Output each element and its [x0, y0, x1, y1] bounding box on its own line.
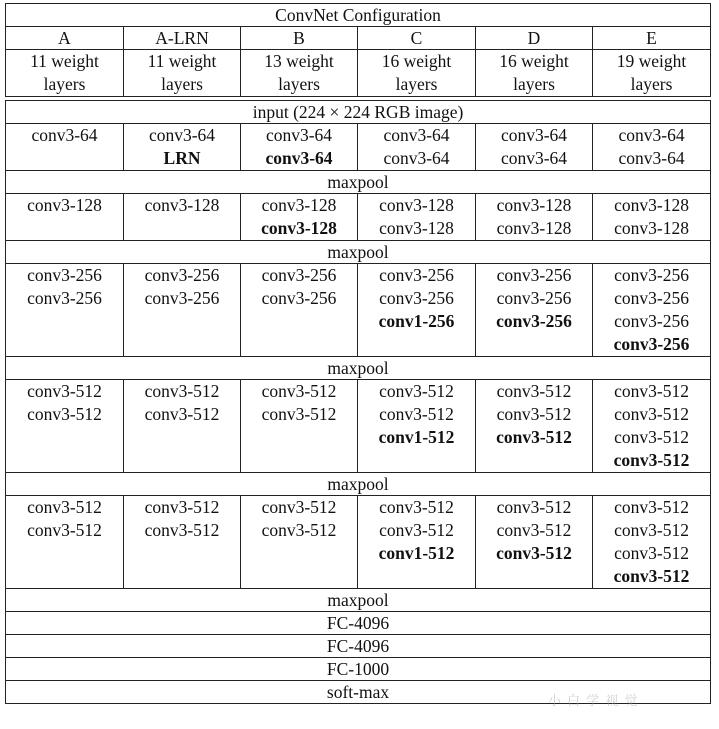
layer-cell	[124, 380, 241, 473]
layer-entry: conv3-512	[27, 497, 102, 517]
layer-entry: conv3-512	[27, 404, 102, 424]
maxpool-row	[6, 241, 711, 264]
layer-entry: conv3-128	[496, 195, 572, 215]
layer-cell	[124, 194, 241, 241]
layer-entry: conv3-512	[496, 404, 572, 424]
maxpool-label: maxpool	[6, 241, 711, 264]
layer-entry: conv3-256	[496, 288, 572, 308]
layer-entry: conv3-512	[496, 427, 572, 447]
layer-entry: conv3-512	[496, 520, 572, 540]
depth-line: 11 weight	[30, 51, 99, 71]
layer-entry: conv3-256	[613, 334, 690, 354]
layer-entry: conv1-512	[378, 427, 455, 447]
column-name-c: C	[358, 27, 476, 50]
layer-entry: conv3-512	[614, 427, 689, 447]
layer-entry: conv3-512	[379, 497, 454, 517]
layer-entry: conv3-512	[144, 497, 220, 517]
layer-cell	[241, 264, 358, 357]
layer-entry: conv3-512	[27, 381, 102, 401]
layer-entry: conv3-512	[144, 381, 220, 401]
layer-cell	[6, 194, 124, 241]
input-row	[6, 101, 711, 124]
layer-entry: conv3-128	[379, 218, 454, 238]
layer-entry: conv3-256	[496, 311, 572, 331]
layer-entry: conv3-512	[144, 404, 220, 424]
tail-layer-label: FC-4096	[6, 635, 711, 658]
layer-entry: conv3-128	[27, 195, 102, 215]
layer-cell	[476, 496, 593, 589]
layer-entry: conv3-128	[379, 195, 454, 215]
layer-entry: conv3-512	[27, 520, 102, 540]
depth-cell-d	[476, 50, 593, 97]
layer-entry: conv3-256	[614, 311, 689, 331]
layer-entry: conv3-512	[261, 520, 337, 540]
tail-layer-row	[6, 589, 711, 612]
layer-block-row	[6, 124, 711, 171]
column-name-d: D	[476, 27, 593, 50]
depth-cell-e	[593, 50, 711, 97]
layer-cell	[124, 496, 241, 589]
depth-row	[6, 50, 711, 97]
table-title: ConvNet Configuration	[6, 4, 711, 27]
layer-entry: conv3-128	[144, 195, 220, 215]
layer-block-row	[6, 496, 711, 589]
maxpool-label: maxpool	[6, 171, 711, 194]
layer-entry: conv3-64	[618, 148, 685, 168]
depth-line: 19 weight	[616, 51, 687, 71]
layer-cell	[358, 194, 476, 241]
convnet-configuration-table	[5, 3, 711, 704]
depth-line: layers	[395, 74, 438, 94]
layer-entry: conv3-512	[614, 404, 689, 424]
depth-cell-b	[241, 50, 358, 97]
depth-line: layers	[161, 74, 203, 94]
layer-entry: conv3-64	[265, 125, 333, 145]
layer-entry: conv1-512	[378, 543, 455, 563]
table-body	[6, 4, 711, 704]
layer-block-row	[6, 264, 711, 357]
maxpool-label: maxpool	[6, 473, 711, 496]
convnet-configuration-table-wrap	[5, 3, 710, 704]
layer-cell	[358, 264, 476, 357]
maxpool-row	[6, 171, 711, 194]
layer-entry: conv3-64	[148, 125, 216, 145]
layer-entry: conv3-256	[261, 288, 337, 308]
layer-cell	[241, 380, 358, 473]
layer-entry: conv3-64	[500, 125, 568, 145]
layer-entry: conv3-256	[27, 265, 102, 285]
layer-entry: conv3-64	[383, 148, 450, 168]
layer-entry: conv3-512	[496, 497, 572, 517]
layer-cell	[476, 124, 593, 171]
layer-entry: conv3-512	[496, 381, 572, 401]
tail-layer-row	[6, 635, 711, 658]
column-name-a: A	[6, 27, 124, 50]
layer-entry: LRN	[163, 148, 201, 168]
layer-entry: conv3-512	[144, 520, 220, 540]
layer-entry: conv3-256	[614, 288, 689, 308]
maxpool-row	[6, 473, 711, 496]
layer-entry: conv3-128	[261, 195, 337, 215]
column-name-b: B	[241, 27, 358, 50]
layer-cell	[6, 264, 124, 357]
tail-layer-row	[6, 658, 711, 681]
layer-entry: conv3-512	[496, 543, 572, 563]
layer-entry: conv3-128	[614, 218, 689, 238]
layer-cell	[593, 380, 711, 473]
layer-entry: conv3-512	[614, 497, 689, 517]
layer-entry: conv3-512	[379, 520, 454, 540]
layer-entry: conv3-64	[265, 148, 333, 168]
layer-entry: conv3-512	[614, 520, 689, 540]
layer-cell	[124, 264, 241, 357]
column-name-e: E	[593, 27, 711, 50]
layer-entry: conv3-64	[31, 125, 98, 145]
layer-cell	[593, 264, 711, 357]
layer-entry: conv3-512	[379, 381, 454, 401]
layer-cell	[6, 380, 124, 473]
tail-layer-label: FC-1000	[6, 658, 711, 681]
layer-entry: conv3-512	[613, 566, 690, 586]
tail-layer-label: maxpool	[6, 589, 711, 612]
layer-block-row	[6, 380, 711, 473]
layer-cell	[476, 194, 593, 241]
tail-layer-label: FC-4096	[6, 612, 711, 635]
depth-line: 16 weight	[381, 51, 452, 71]
title-row	[6, 4, 711, 27]
layer-entry: conv3-256	[614, 265, 689, 285]
layer-cell	[358, 124, 476, 171]
depth-line: layers	[43, 74, 86, 94]
layer-entry: conv3-256	[379, 288, 454, 308]
layer-entry: conv3-128	[496, 218, 572, 238]
depth-cell-c	[358, 50, 476, 97]
layer-entry: conv3-512	[379, 404, 454, 424]
layer-cell	[476, 264, 593, 357]
layer-entry: conv3-256	[379, 265, 454, 285]
layer-cell	[241, 194, 358, 241]
layer-cell	[593, 124, 711, 171]
depth-cell-a-lrn	[124, 50, 241, 97]
depth-cell-a	[6, 50, 124, 97]
layer-entry: conv1-256	[378, 311, 455, 331]
layer-cell	[124, 124, 241, 171]
watermark-text: 小 白 学 视 觉	[548, 694, 639, 709]
layer-entry: conv3-256	[496, 265, 572, 285]
layer-entry: conv3-256	[144, 288, 220, 308]
layer-cell	[358, 380, 476, 473]
layer-entry: conv3-512	[614, 543, 689, 563]
maxpool-label: maxpool	[6, 357, 711, 380]
layer-cell	[593, 496, 711, 589]
layer-entry: conv3-512	[261, 381, 337, 401]
layer-entry: conv3-128	[614, 195, 689, 215]
depth-line: 13 weight	[264, 51, 334, 71]
column-name-row	[6, 27, 711, 50]
column-name-a-lrn: A-LRN	[124, 27, 241, 50]
layer-cell	[241, 496, 358, 589]
layer-block-row	[6, 194, 711, 241]
layer-entry: conv3-64	[383, 125, 450, 145]
layer-entry: conv3-512	[613, 450, 690, 470]
depth-line: layers	[513, 74, 555, 94]
layer-entry: conv3-512	[261, 497, 337, 517]
tail-layer-label: soft-max	[6, 681, 711, 704]
layer-cell	[476, 380, 593, 473]
layer-entry: conv3-64	[500, 148, 568, 168]
depth-line: layers	[278, 74, 320, 94]
depth-line: 11 weight	[147, 51, 217, 71]
layer-entry: conv3-128	[261, 218, 337, 238]
layer-entry: conv3-512	[614, 381, 689, 401]
layer-entry: conv3-512	[261, 404, 337, 424]
layer-entry: conv3-256	[144, 265, 220, 285]
layer-cell	[6, 496, 124, 589]
maxpool-row	[6, 357, 711, 380]
layer-entry: conv3-256	[261, 265, 337, 285]
layer-cell	[358, 496, 476, 589]
depth-line: layers	[630, 74, 673, 94]
layer-cell	[6, 124, 124, 171]
layer-entry: conv3-64	[618, 125, 685, 145]
input-label: input (224 × 224 RGB image)	[6, 101, 711, 124]
layer-entry: conv3-256	[27, 288, 102, 308]
layer-cell	[241, 124, 358, 171]
depth-line: 16 weight	[499, 51, 569, 71]
tail-layer-row	[6, 612, 711, 635]
layer-cell	[593, 194, 711, 241]
